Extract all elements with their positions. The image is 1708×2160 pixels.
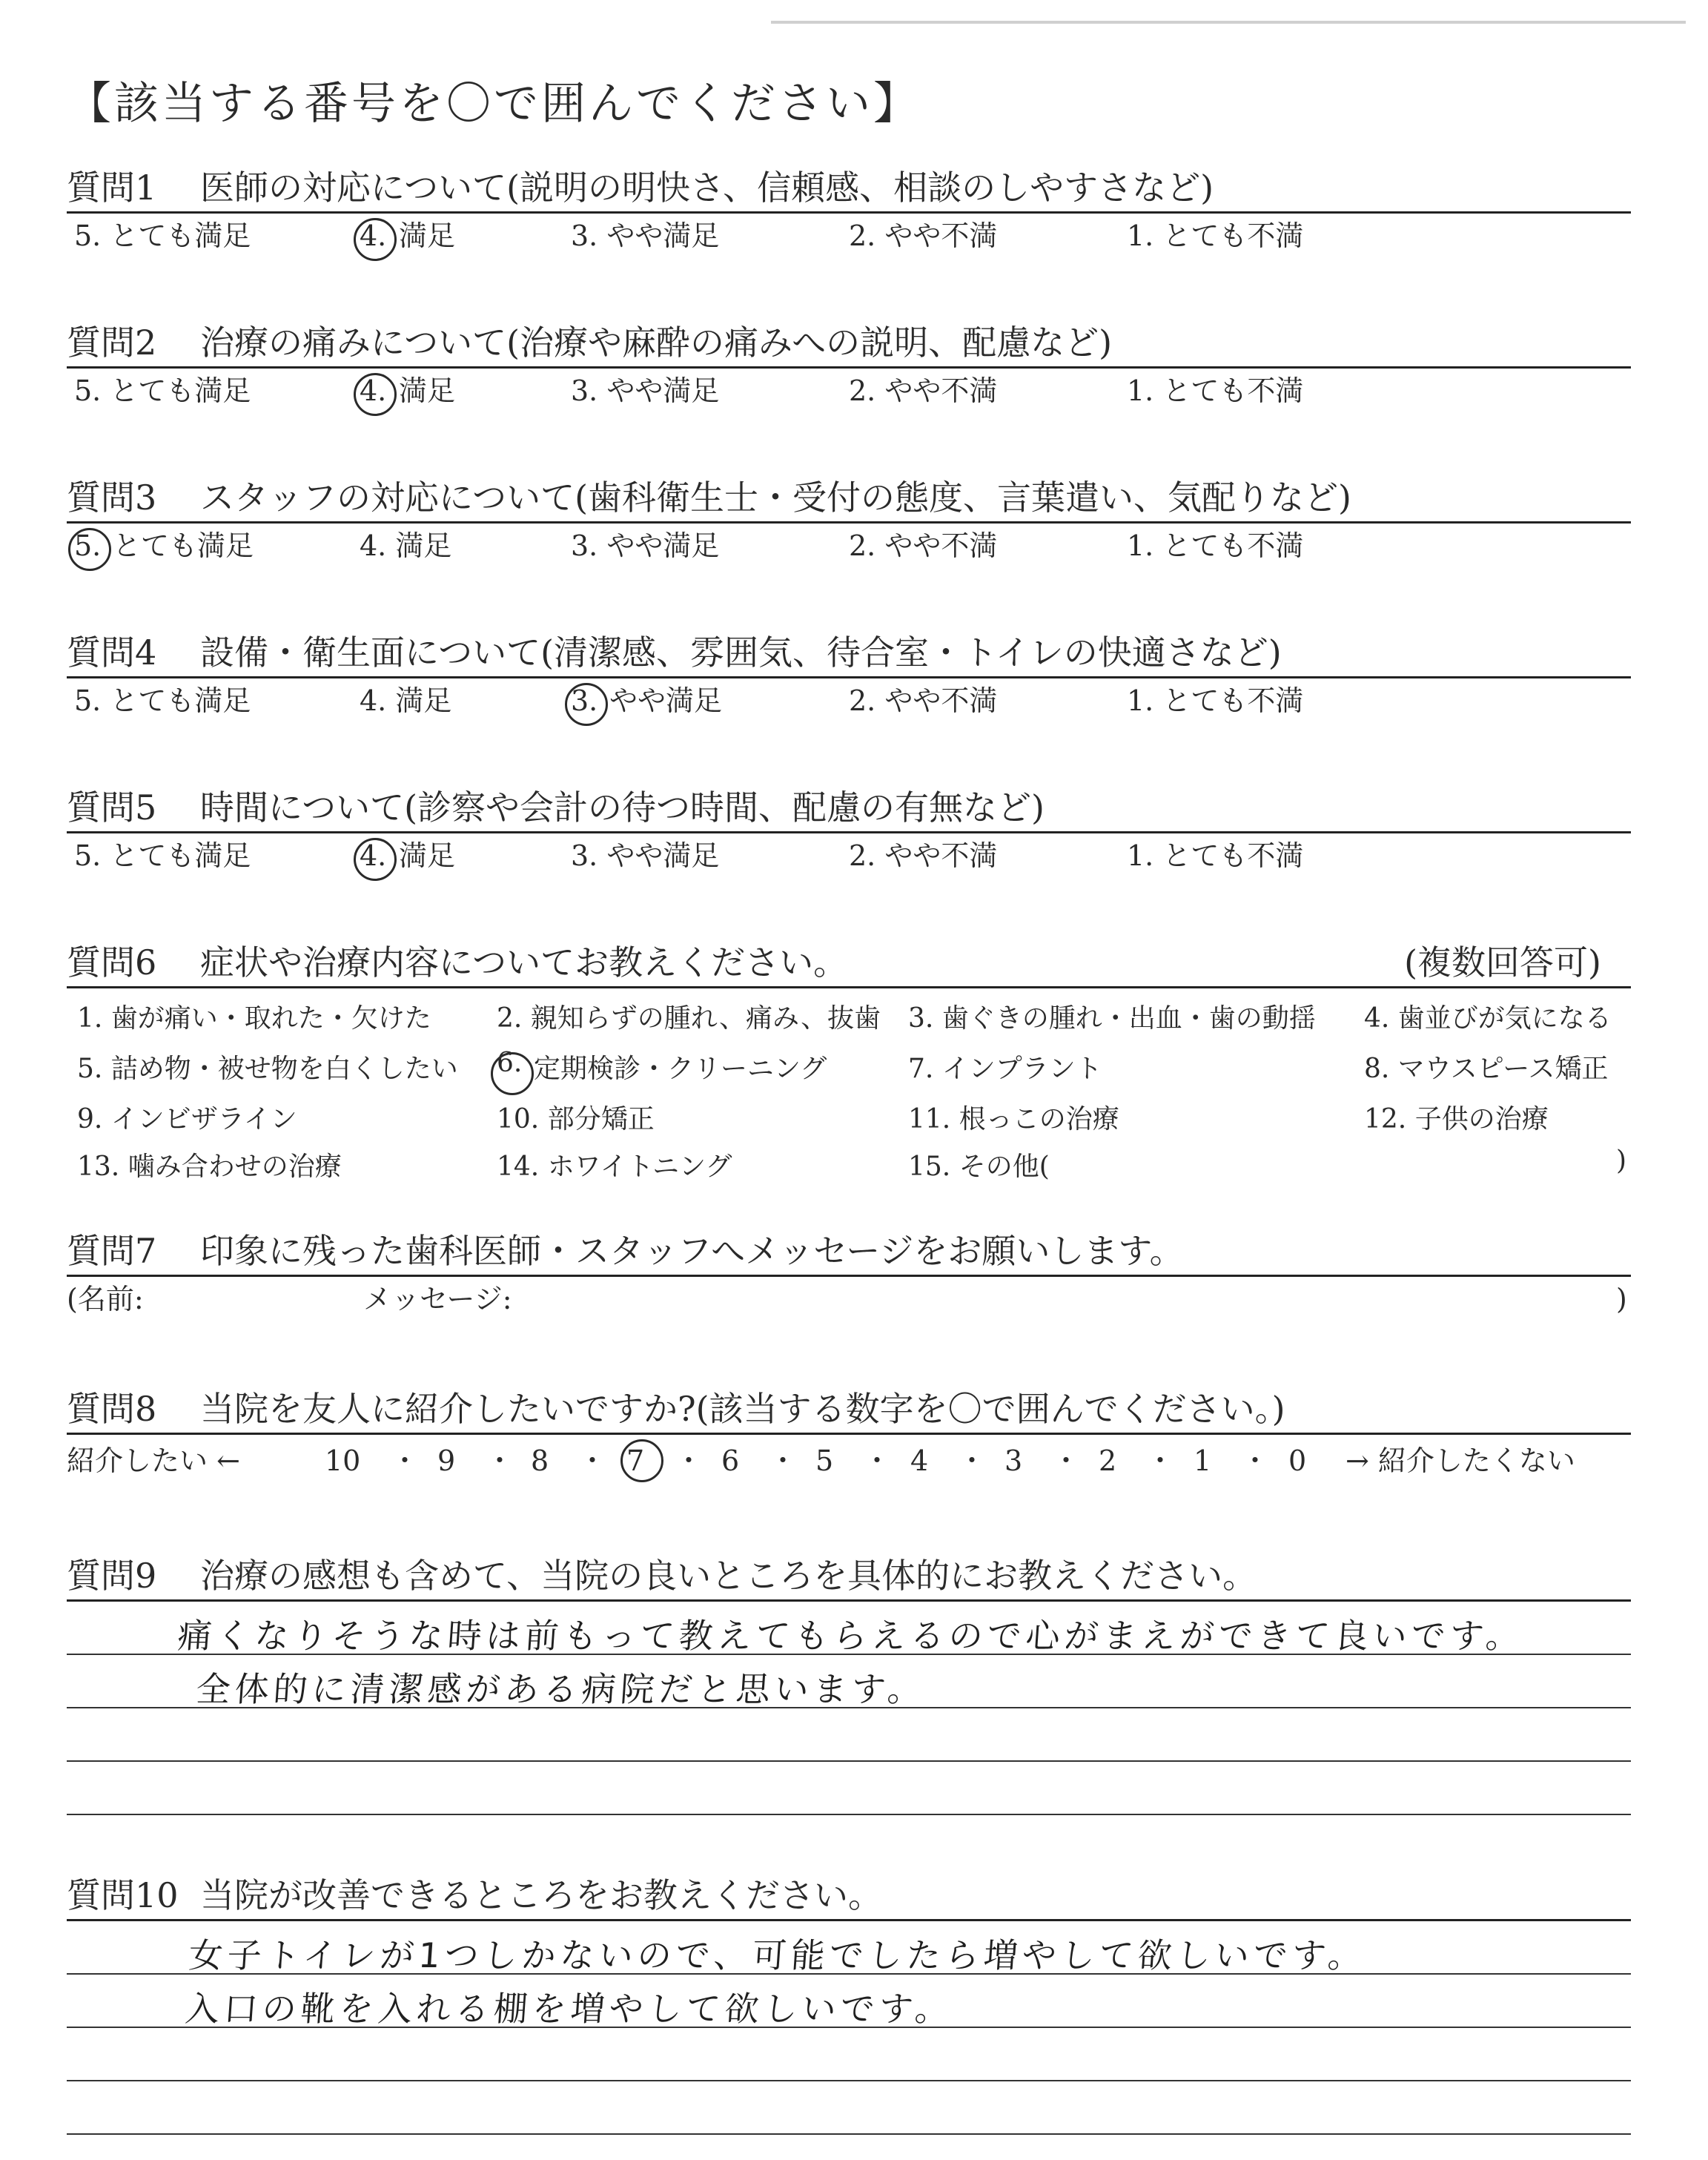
- question-6-options: [67, 988, 1631, 1189]
- question-9-heading: [67, 1552, 1631, 1602]
- question-6: [67, 939, 1631, 1189]
- question-1-heading: [67, 164, 1631, 214]
- question-4-options: [67, 678, 1631, 723]
- question-3: [67, 474, 1631, 568]
- question-5-options: [67, 833, 1631, 878]
- question-9-number: 質問9: [67, 1556, 157, 1596]
- question-5-number: 質問5: [67, 787, 157, 828]
- scale-dot: ・: [1052, 1444, 1081, 1477]
- option-4-label: 満足: [399, 839, 456, 872]
- option-5-circled[interactable]: 5.: [74, 524, 101, 568]
- scale-dot: ・: [486, 1444, 514, 1477]
- scale-right-label: → 紹介したくない: [1345, 1444, 1575, 1477]
- option-9[interactable]: 9. インビザライン: [77, 1104, 297, 1135]
- scale-left-label: 紹介したい ←: [67, 1444, 240, 1477]
- other-close-paren: ): [1616, 1146, 1627, 1176]
- handwritten-answer: 痛くなりそうな時は前もって教えてもらえるので心がまえができて良いです。: [176, 1616, 1526, 1656]
- question-10: [67, 1872, 1631, 2135]
- question-9-text: 治療の感想も含めて、当院の良いところを具体的にお教えください。: [200, 1556, 1257, 1596]
- option-3-label: やや満足: [609, 684, 723, 717]
- answer-line: [67, 1602, 1631, 1655]
- option-5[interactable]: 5. とても満足: [74, 219, 251, 252]
- option-3-circled[interactable]: 3.: [571, 678, 598, 723]
- option-5[interactable]: 5. とても満足: [74, 374, 251, 407]
- question-7-text: 印象に残った歯科医師・スタッフへメッセージをお願いします。: [200, 1231, 1184, 1271]
- answer-line: [67, 1655, 1631, 1708]
- question-9-answer-area[interactable]: [67, 1602, 1631, 1815]
- option-3[interactable]: 3. やや満足: [571, 839, 720, 872]
- scale-1[interactable]: 1: [1194, 1444, 1212, 1477]
- option-2[interactable]: 2. やや不満: [849, 529, 998, 562]
- scale-7-circled[interactable]: 7: [626, 1435, 644, 1487]
- option-4[interactable]: 4. 満足: [360, 684, 452, 717]
- option-3[interactable]: 3. やや満足: [571, 529, 720, 562]
- scale-dot: ・: [675, 1444, 704, 1477]
- question-3-options: [67, 524, 1631, 568]
- option-3[interactable]: 3. やや満足: [571, 374, 720, 407]
- answer-line: [67, 2081, 1631, 2135]
- question-1-options: [67, 214, 1631, 258]
- option-5[interactable]: 5. とても満足: [74, 684, 251, 717]
- option-2[interactable]: 2. やや不満: [849, 684, 998, 717]
- option-4[interactable]: 4. 歯並びが気になる: [1364, 1003, 1612, 1034]
- option-10[interactable]: 10. 部分矯正: [497, 1104, 655, 1135]
- question-3-number: 質問3: [67, 478, 157, 518]
- scale-dot: ・: [1241, 1444, 1270, 1477]
- option-15-other[interactable]: 15. その他(: [908, 1152, 1050, 1182]
- recommend-scale: [67, 1435, 1631, 1487]
- handwritten-answer: 入口の靴を入れる棚を増やして欲しいです。: [183, 1989, 956, 2029]
- option-14[interactable]: 14. ホワイトニング: [497, 1152, 732, 1182]
- option-1[interactable]: 1. とても不満: [1127, 684, 1304, 717]
- option-4-circled[interactable]: 4.: [360, 369, 386, 413]
- option-1[interactable]: 1. とても不満: [1127, 529, 1304, 562]
- question-2-number: 質問2: [67, 323, 157, 363]
- option-4-label: 満足: [399, 374, 456, 407]
- question-9: [67, 1552, 1631, 1815]
- question-10-answer-area[interactable]: [67, 1921, 1631, 2135]
- scale-10[interactable]: 10: [325, 1444, 361, 1477]
- message-label: メッセージ:: [363, 1283, 512, 1315]
- option-5[interactable]: 5. 詰め物・被せ物を白くしたい: [77, 1054, 458, 1084]
- option-2[interactable]: 2. やや不満: [849, 219, 998, 252]
- question-8: [67, 1385, 1631, 1487]
- question-3-text: スタッフの対応について(歯科衛生士・受付の態度、言葉遣い、気配りなど): [200, 478, 1351, 518]
- option-4-circled[interactable]: 4.: [360, 833, 386, 878]
- question-5-text: 時間について(診察や会計の待つ時間、配慮の有無など): [200, 787, 1045, 828]
- name-label: (名前:: [67, 1283, 144, 1315]
- handwritten-answer: 全体的に清潔感がある病院だと思います。: [194, 1669, 928, 1709]
- question-4-number: 質問4: [67, 633, 157, 673]
- form-title: 【該当する番号を〇で囲んでください】: [67, 78, 921, 130]
- scale-dot: ・: [578, 1444, 607, 1477]
- option-11[interactable]: 11. 根っこの治療: [908, 1104, 1119, 1135]
- scale-dot: ・: [769, 1444, 798, 1477]
- answer-line: [67, 1708, 1631, 1762]
- question-7: [67, 1227, 1631, 1321]
- question-2-options: [67, 369, 1631, 413]
- option-2[interactable]: 2. 親知らずの腫れ、痛み、抜歯: [497, 1003, 881, 1034]
- scale-0[interactable]: 0: [1288, 1444, 1307, 1477]
- question-1: [67, 164, 1631, 258]
- question-1-number: 質問1: [67, 168, 157, 208]
- survey-form: [67, 70, 1631, 2135]
- option-3[interactable]: 3. やや満足: [571, 219, 720, 252]
- question-6-text: 症状や治療内容についてお教えください。: [200, 942, 848, 982]
- option-4-label: 満足: [399, 219, 456, 252]
- question-5-heading: [67, 784, 1631, 833]
- scale-2[interactable]: 2: [1099, 1444, 1117, 1477]
- option-6-circled[interactable]: 6.: [497, 1048, 523, 1078]
- scale-dot: ・: [391, 1444, 420, 1477]
- question-7-heading: [67, 1227, 1631, 1277]
- scale-dot: ・: [958, 1444, 987, 1477]
- question-1-text: 医師の対応について(説明の明快さ、信頼感、相談のしやすさなど): [200, 168, 1214, 208]
- question-2: [67, 319, 1631, 413]
- question-2-heading: [67, 319, 1631, 369]
- scale-9[interactable]: 9: [437, 1444, 456, 1477]
- option-12[interactable]: 12. 子供の治療: [1364, 1104, 1549, 1135]
- option-8[interactable]: 8. マウスピース矯正: [1364, 1054, 1609, 1084]
- handwritten-answer: 女子トイレが1つしかないので、可能でしたら増やして欲しいです。: [187, 1935, 1368, 1975]
- option-1[interactable]: 1. 歯が痛い・取れた・欠けた: [77, 1003, 431, 1034]
- question-8-number: 質問8: [67, 1389, 157, 1429]
- scale-4[interactable]: 4: [910, 1444, 929, 1477]
- option-13[interactable]: 13. 噛み合わせの治療: [77, 1152, 342, 1182]
- option-5-label: とても満足: [113, 529, 254, 562]
- answer-line: [67, 1921, 1631, 1975]
- option-2[interactable]: 2. やや不満: [849, 374, 998, 407]
- question-10-number: 質問10: [67, 1875, 179, 1915]
- question-10-heading: [67, 1872, 1631, 1921]
- option-7[interactable]: 7. インプラント: [908, 1054, 1102, 1084]
- answer-line: [67, 1975, 1631, 2028]
- question-8-heading: [67, 1385, 1631, 1435]
- question-5: [67, 784, 1631, 878]
- question-7-number: 質問7: [67, 1231, 157, 1271]
- scan-edge-line: [771, 21, 1686, 24]
- question-4: [67, 629, 1631, 723]
- option-4-circled[interactable]: 4.: [360, 214, 386, 258]
- answer-line: [67, 1762, 1631, 1815]
- option-5[interactable]: 5. とても満足: [74, 839, 251, 872]
- multiple-answer-note: (複数回答可): [1404, 942, 1601, 982]
- option-1[interactable]: 1. とても不満: [1127, 374, 1304, 407]
- message-field[interactable]: [67, 1277, 1631, 1321]
- answer-line: [67, 2028, 1631, 2081]
- question-2-text: 治療の痛みについて(治療や麻酔の痛みへの説明、配慮など): [200, 323, 1113, 363]
- message-close-paren: ): [1616, 1283, 1627, 1315]
- question-6-number: 質問6: [67, 942, 157, 982]
- question-4-text: 設備・衛生面について(清潔感、雰囲気、待合室・トイレの快適さなど): [200, 633, 1282, 673]
- question-8-text: 当院を友人に紹介したいですか?(該当する数字を〇で囲んでください。): [200, 1389, 1285, 1429]
- option-6-label: 定期検診・クリーニング: [534, 1054, 827, 1084]
- option-1[interactable]: 1. とても不満: [1127, 219, 1304, 252]
- scale-dot: ・: [1146, 1444, 1175, 1477]
- question-3-heading: [67, 474, 1631, 524]
- scale-dot: ・: [863, 1444, 892, 1477]
- scale-8[interactable]: 8: [531, 1444, 549, 1477]
- option-2[interactable]: 2. やや不満: [849, 839, 998, 872]
- question-4-heading: [67, 629, 1631, 678]
- scale-3[interactable]: 3: [1004, 1444, 1023, 1477]
- question-10-text: 当院が改善できるところをお教えください。: [200, 1875, 882, 1915]
- option-1[interactable]: 1. とても不満: [1127, 839, 1304, 872]
- scale-5[interactable]: 5: [815, 1444, 834, 1477]
- scale-6[interactable]: 6: [721, 1444, 740, 1477]
- option-3[interactable]: 3. 歯ぐきの腫れ・出血・歯の動揺: [908, 1003, 1316, 1034]
- option-4[interactable]: 4. 満足: [360, 529, 452, 562]
- question-6-heading: [67, 939, 1631, 988]
